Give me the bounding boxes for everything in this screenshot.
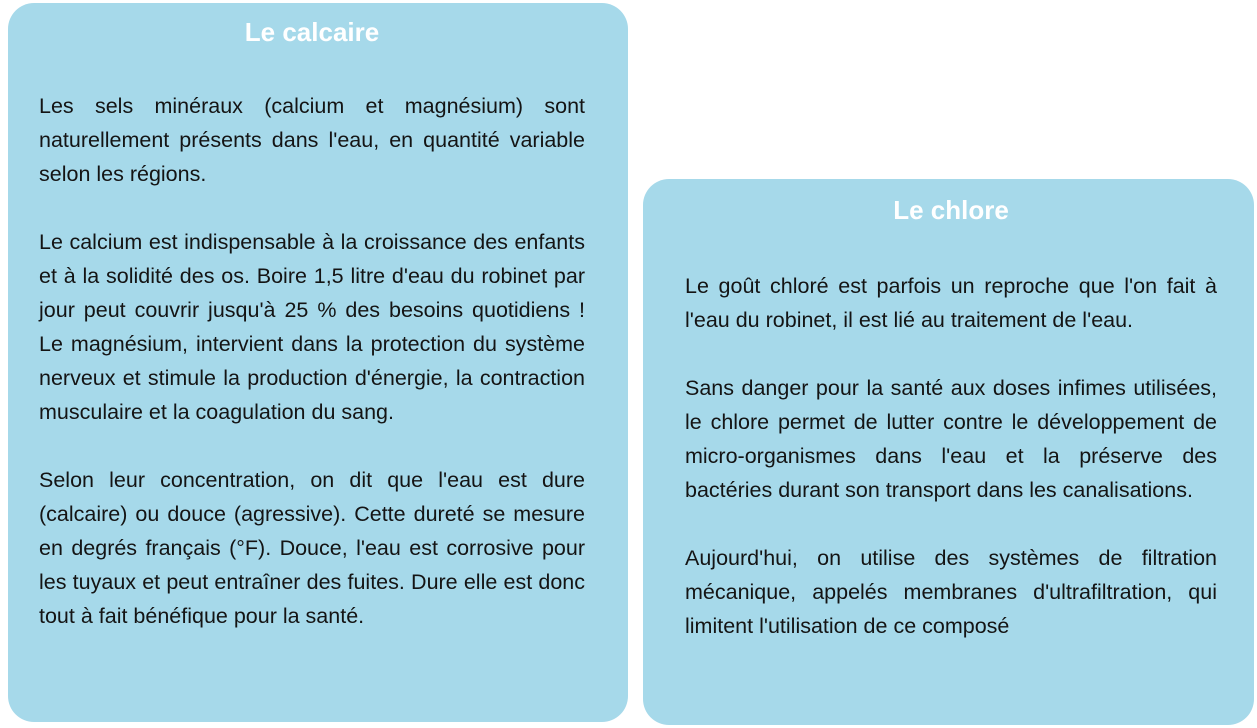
calcaire-paragraph-3: Selon leur concentration, on dit que l'eau est dure (calcaire) ou douce (agressive). Cette dureté se mesure en degrés français (°F). Douce, l'eau est corrosive pour les tuyaux et peut entraîner des fuites. Dure elle est donc tout à fait bénéfique pour la santé. <box>39 468 585 628</box>
chlore-paragraph-3: Aujourd'hui, on utilise des systèmes de filtration mécanique, appelés membranes d'ultrafiltration, qui limitent l'utilisation de ce composé <box>685 546 1217 638</box>
chlore-paragraph-2: Sans danger pour la santé aux doses infimes utilisées, le chlore permet de lutter contre le développement de micro-organismes dans l'eau et la préserve des bactéries durant son transport dans les canalisations. <box>685 376 1217 502</box>
chlore-paragraph-1: Le goût chloré est parfois un reproche que l'on fait à l'eau du robinet, il est lié au traitement de l'eau. <box>685 274 1217 332</box>
chlore-card <box>643 179 1254 725</box>
calcaire-title: Le calcaire <box>244 17 380 47</box>
chlore-title: Le chlore <box>893 195 1009 225</box>
calcaire-paragraph-1: Les sels minéraux (calcium et magnésium) sont naturellement présents dans l'eau, en quantité variable selon les régions. <box>39 94 585 186</box>
calcaire-card <box>8 3 628 722</box>
calcaire-paragraph-2: Le calcium est indispensable à la croissance des enfants et à la solidité des os. Boire 1,5 litre d'eau du robinet par jour peut couvrir jusqu'à 25 % des besoins quotidiens ! Le magnésium, intervient dans la protection du système nerveux et stimule la production d'énergie, la contraction musculaire et la coagulation du sang. <box>39 230 585 424</box>
